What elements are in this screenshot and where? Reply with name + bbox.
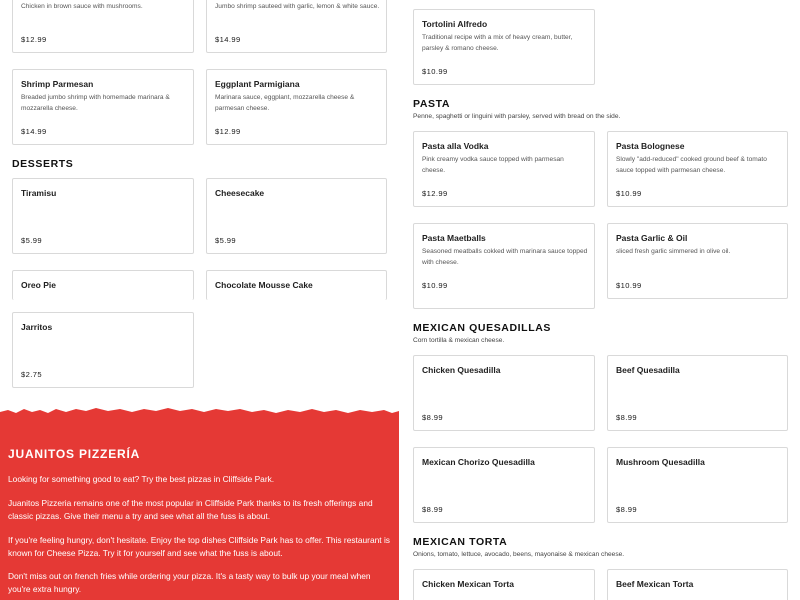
item-name: Beef Mexican Torta — [616, 579, 694, 589]
menu-item-card[interactable] — [607, 447, 788, 523]
item-price: $12.99 — [422, 189, 448, 198]
item-price: $8.99 — [616, 413, 638, 422]
item-price: $14.99 — [21, 127, 47, 136]
item-name: Pasta alla Vodka — [422, 141, 489, 151]
menu-item-card[interactable] — [12, 178, 194, 254]
item-name: Tortolini Alfredo — [422, 19, 488, 29]
menu-item-card[interactable] — [12, 312, 194, 388]
menu-item-card[interactable] — [607, 569, 788, 600]
item-name: Beef Quesadilla — [616, 365, 680, 375]
menu-item-card[interactable] — [413, 223, 595, 309]
menu-item-card[interactable] — [607, 131, 788, 207]
about-paragraph: Looking for something good to eat? Try the best pizzas in Cliffside Park. — [8, 474, 275, 484]
item-name: Chocolate Mousse Cake — [215, 280, 313, 290]
menu-item-card[interactable] — [413, 447, 595, 523]
section-title-torta: MEXICAN TORTA — [413, 536, 508, 548]
item-name: Tiramisu — [21, 188, 57, 198]
menu-item-card[interactable] — [206, 0, 387, 53]
item-name: Shrimp Parmesan — [21, 79, 94, 89]
item-name: Pasta Maetballs — [422, 233, 486, 243]
about-paragraph: Don't miss out on french fries while ordering your pizza. It's a tasty way to bulk up your meal when you're extra hungry. — [8, 571, 371, 594]
menu-item-card[interactable] — [206, 178, 387, 254]
item-description: Seasoned meatballs cokked with marinara sauce topped with cheese. — [422, 248, 588, 266]
menu-item-card[interactable] — [607, 223, 788, 299]
menu-item-card[interactable] — [12, 0, 194, 53]
section-title-pasta: PASTA — [413, 98, 451, 110]
section-subtitle: Corn tortilla & mexican cheese. — [413, 337, 505, 344]
item-price: $14.99 — [215, 35, 241, 44]
item-price: $12.99 — [21, 35, 47, 44]
item-description: Chicken in brown sauce with mushrooms. — [21, 3, 143, 10]
item-price: $8.99 — [616, 505, 638, 514]
item-name: Chicken Mexican Torta — [422, 579, 514, 589]
section-subtitle: Penne, spaghetti or linguini with parsley, served with bread on the side. — [413, 113, 621, 120]
menu-item-card[interactable] — [206, 270, 387, 300]
item-name: Mushroom Quesadilla — [616, 457, 705, 467]
item-price: $10.99 — [616, 189, 642, 198]
menu-item-card[interactable] — [413, 355, 595, 431]
restaurant-title: JUANITOS PIZZERÍA — [8, 447, 141, 461]
section-subtitle: Onions, tomato, lettuce, avocado, beens, mayonaise & mexican cheese. — [413, 551, 625, 558]
item-price: $5.99 — [21, 236, 43, 245]
menu-item-card[interactable] — [413, 569, 595, 600]
item-name: Jarritos — [21, 322, 53, 332]
item-price: $10.99 — [422, 67, 448, 76]
item-name: Pasta Bolognese — [616, 141, 685, 151]
item-price: $10.99 — [616, 281, 642, 290]
item-description: Breaded jumbo shrimp with homemade marinara & mozzarella cheese. — [21, 94, 170, 112]
item-description: Slowly "add-reduced" cooked ground beef & tomato sauce topped with parmesan cheese. — [616, 156, 767, 174]
menu-item-card[interactable] — [413, 9, 595, 85]
menu-item-card[interactable] — [206, 69, 387, 145]
item-price: $5.99 — [215, 236, 237, 245]
item-description: Jumbo shrimp sauteed with garlic, lemon & white sauce. — [215, 3, 380, 10]
item-price: $10.99 — [422, 281, 448, 290]
item-description: Traditional recipe with a mix of heavy cream, butter, parsley & romano cheese. — [422, 34, 573, 52]
about-paragraph: Juanitos Pizzeria remains one of the most popular in Cliffside Park thanks to its fresh offerings and classic pizzas. Give their menu a try and see what all the fuss is about. — [8, 498, 373, 521]
about-paragraph: If you're feeling hungry, don't hesitate. Enjoy the top dishes Cliffside Park has to offer. This restaurant is known for Cheese Pizza. Try it for yourself and see what the fuss is about. — [8, 535, 390, 558]
item-description: sliced fresh garlic simmered in olive oil. — [616, 248, 731, 255]
menu-item-card[interactable] — [607, 355, 788, 431]
menu-item-card[interactable] — [12, 270, 194, 300]
item-description: Marinara sauce, eggplant, mozzarella cheese & parmesan cheese. — [215, 94, 355, 112]
menu-item-card[interactable] — [12, 69, 194, 145]
item-price: $8.99 — [422, 413, 444, 422]
item-name: Chicken Quesadilla — [422, 365, 501, 375]
item-name: Mexican Chorizo Quesadilla — [422, 457, 535, 467]
item-name: Eggplant Parmigiana — [215, 79, 300, 89]
item-price: $12.99 — [215, 127, 241, 136]
item-description: Pink creamy vodka sauce topped with parmesan cheese. — [422, 156, 564, 174]
item-name: Oreo Pie — [21, 280, 56, 290]
item-price: $2.75 — [21, 370, 43, 379]
item-name: Cheesecake — [215, 188, 265, 198]
item-name: Pasta Garlic & Oil — [616, 233, 688, 243]
menu-item-card[interactable] — [413, 131, 595, 207]
section-title-quesadillas: MEXICAN QUESADILLAS — [413, 322, 551, 334]
section-title-desserts: DESSERTS — [12, 158, 74, 170]
item-price: $8.99 — [422, 505, 444, 514]
